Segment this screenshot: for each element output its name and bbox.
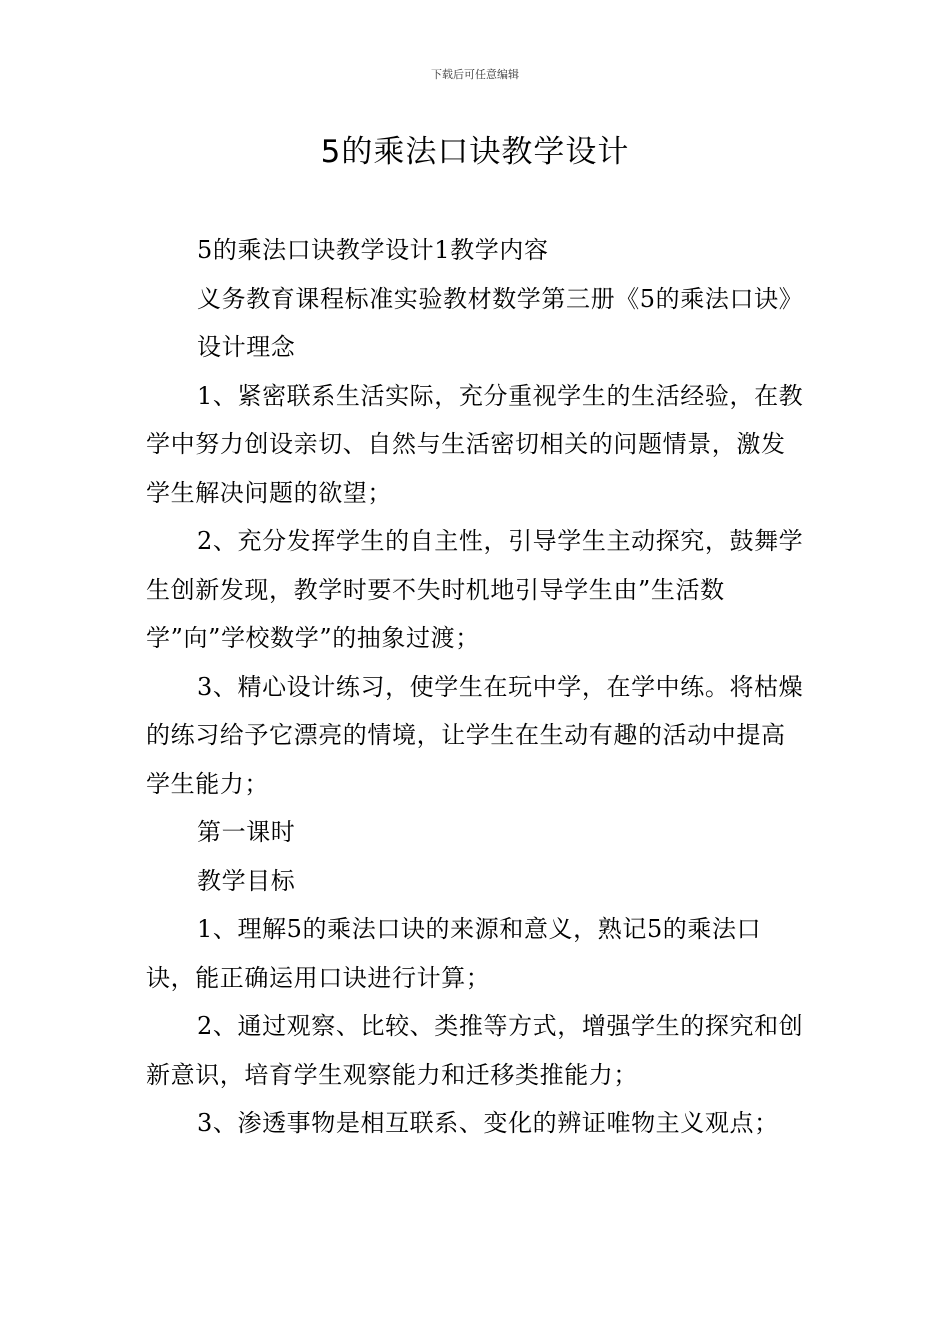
document-title: 5的乘法口诀教学设计 <box>320 134 630 170</box>
section-heading-goals: 教学目标 <box>197 866 296 895</box>
paragraph-goal-3: 3、渗透事物是相互联系、变化的辨证唯物主义观点； <box>197 1109 779 1137</box>
paragraph-content: 义务教育课程标准实验教材数学第三册《5的乘法口诀》 <box>197 284 804 313</box>
paragraph-goal-1: 1、理解5的乘法口诀的来源和意义，熟记5的乘法口诀，能正确运用口诀进行计算； <box>146 915 762 992</box>
paragraph-concept-2: 2、充分发挥学生的自主性，引导学生主动探究，鼓舞学生创新发现，教学时要不失时机地引导学生由”生活数学”向”学校数学”的抽象过渡； <box>146 527 804 652</box>
paragraph-concept-1: 1、紧密联系生活实际，充分重视学生的生活经验，在教学中努力创设亲切、自然与生活密切相关的问题情景，激发学生解决问题的欲望； <box>146 381 804 507</box>
section-heading-first-lesson: 第一课时 <box>197 818 296 846</box>
header-note: 下载后可任意编辑 <box>431 68 519 81</box>
section-heading-design-concept: 设计理念 <box>197 333 296 361</box>
paragraph-heading: 5的乘法口诀教学设计1教学内容 <box>197 236 549 264</box>
paragraph-goal-2: 2、通过观察、比较、类推等方式，增强学生的探究和创新意识，培育学生观察能力和迁移类推能力； <box>146 1012 804 1089</box>
paragraph-concept-3: 3、精心设计练习，使学生在玩中学，在学中练。将枯燥的练习给予它漂亮的情境，让学生在生动有趣的活动中提高学生能力； <box>146 672 804 798</box>
document-body <box>146 226 810 1148</box>
